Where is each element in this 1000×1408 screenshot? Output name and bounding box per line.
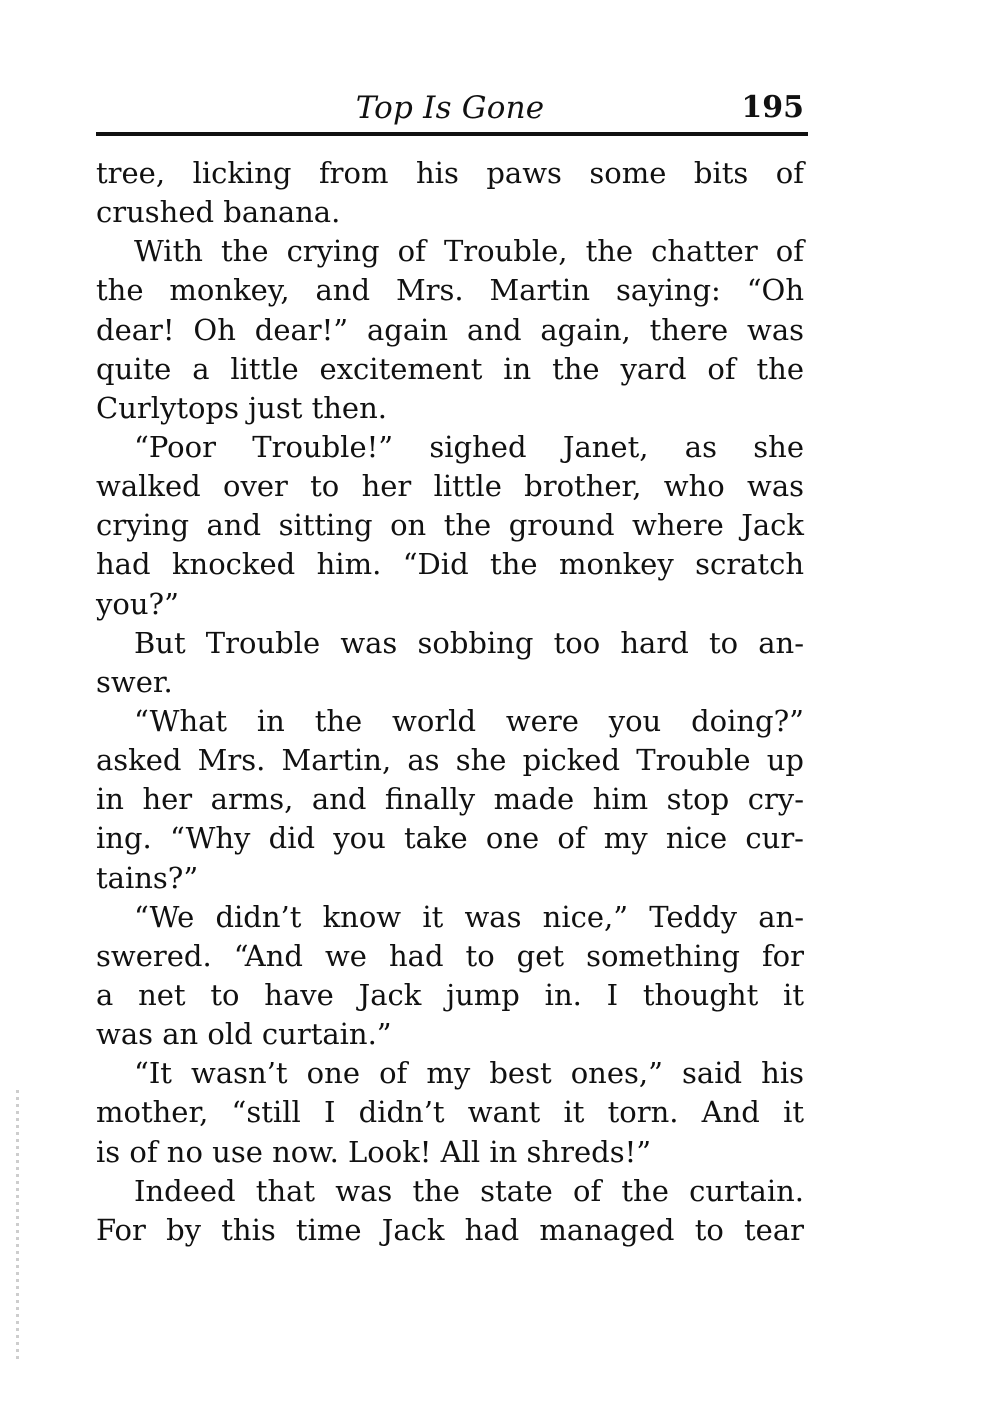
text-line: Curlytops just then. xyxy=(96,390,387,425)
margin-scan-marks xyxy=(16,1090,19,1360)
text-line: walked over to her little brother, who was xyxy=(96,469,804,504)
text-line: was an old curtain.” xyxy=(96,1017,392,1052)
text-line: swer. xyxy=(96,664,173,699)
text-line: ing. “Why did you take one of my nice cur- xyxy=(96,821,804,856)
text-line: crying and sitting on the ground where Jack xyxy=(96,508,804,543)
text-line: “Poor Trouble!” sighed Janet, as she xyxy=(134,429,804,464)
text-line: swered. “And we had to get something for xyxy=(96,938,804,973)
text-line: tains?” xyxy=(96,860,199,895)
running-title: Top Is Gone xyxy=(355,90,545,126)
text-line: quite a little excitement in the yard of the xyxy=(96,351,804,386)
text-line: crushed banana. xyxy=(96,195,341,230)
text-line: “It wasn’t one of my best ones,” said his xyxy=(134,1056,804,1091)
header-rule xyxy=(96,132,808,136)
text-line: dear! Oh dear!” again and again, there was xyxy=(96,312,804,347)
text-line: With the crying of Trouble, the chatter of xyxy=(134,234,804,269)
text-line: “We didn’t know it was nice,” Teddy an- xyxy=(134,899,804,934)
text-line: had knocked him. “Did the monkey scratch xyxy=(96,547,804,582)
text-line: you?” xyxy=(96,586,179,621)
text-line: But Trouble was sobbing too hard to an- xyxy=(134,625,804,660)
text-line: the monkey, and Mrs. Martin saying: “Oh xyxy=(96,273,804,308)
text-line: is of no use now. Look! All in shreds!” xyxy=(96,1134,652,1169)
text-line: “What in the world were you doing?” xyxy=(134,703,804,738)
page-number: 195 xyxy=(741,90,804,125)
text-line: For by this time Jack had managed to tear xyxy=(96,1212,804,1247)
body-text xyxy=(96,154,804,1250)
running-header xyxy=(96,88,804,132)
text-line: mother, “still I didn’t want it torn. And it xyxy=(96,1095,804,1130)
text-line: a net to have Jack jump in. I thought it xyxy=(96,977,804,1012)
text-line: asked Mrs. Martin, as she picked Trouble up xyxy=(96,743,804,778)
text-line: tree, licking from his paws some bits of xyxy=(96,156,804,190)
text-line: in her arms, and finally made him stop cry- xyxy=(96,782,804,817)
text-line: Indeed that was the state of the curtain. xyxy=(134,1173,804,1208)
